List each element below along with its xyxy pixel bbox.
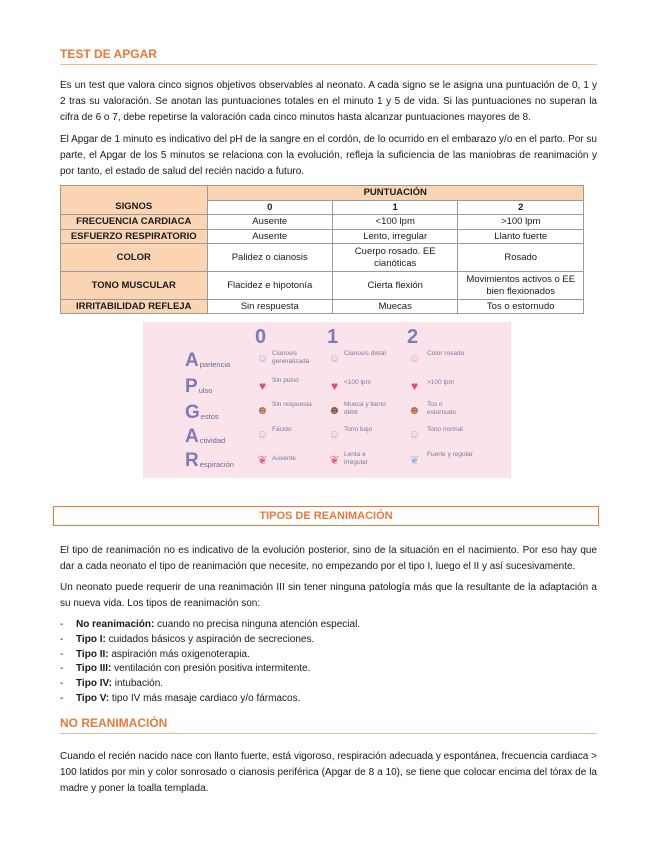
illustration-cell: Tono bajo <box>344 426 373 433</box>
table-cell: Palidez o cianosis <box>207 244 332 272</box>
table-sign: ESFUERZO RESPIRATORIO <box>61 230 208 244</box>
table-sign: IRRITABILIDAD REFLEJA <box>61 300 208 314</box>
list-item-label: Tipo II: <box>76 648 109 660</box>
illustration-letter: P <box>185 376 198 397</box>
table-cell: Tos o estornudo <box>458 300 584 314</box>
list-item-text: cuando no precisa ninguna atención especial. <box>154 619 361 630</box>
illustration-row <box>185 404 219 422</box>
reanimacion-paragraph-1: El tipo de reanimación no es indicativo de la evolución posterior, sino de la situación en el nacimiento. Por eso hay que dar a cada neonato el tipo de reanimación que necesite, no empezando por el tipo I, luego el II y así sucesivamente. <box>60 545 597 572</box>
illustration-score-1: 1 <box>327 326 339 348</box>
list-item-text: tipo IV más masaje cardiaco y/o fármacos. <box>109 692 301 704</box>
table-cell: Ausente <box>207 230 332 244</box>
apgar-illustration <box>143 322 511 478</box>
illustration-row <box>185 452 234 470</box>
apgar-intro-paragraph: Es un test que valora cinco signos objetivos observables al neonato. A cada signo se le asigna una puntuación de 0, 1 y 2 tras su valoración. Se anotan las puntuaciones totales en el minuto 1 y 5 de vida. Si las puntuaciones no superan la cifra de 6 o 7, debe repetirse la valoración cada cinco minutos hasta alcanzar puntuaciones mayores de 8. <box>60 80 597 123</box>
table-cell: <100 lpm <box>332 215 457 230</box>
illustration-word: pariencia <box>199 360 231 369</box>
table-cell: Rosado <box>458 244 584 272</box>
list-item-label: Tipo I: <box>76 633 106 645</box>
illustration-cell: Cianosis generalizada <box>272 350 310 365</box>
table-cell: Ausente <box>207 215 332 230</box>
illustration-cell: Sin pulso <box>272 377 299 384</box>
table-cell: Flacidez e hipotonía <box>207 272 332 300</box>
lungs-icon: ❦ <box>257 452 268 467</box>
baby-distal-icon: ☺ <box>328 350 341 365</box>
list-item <box>60 618 597 633</box>
illustration-cell: Cianosis distal <box>344 350 386 357</box>
reanimacion-types-list <box>60 618 597 707</box>
table-cell: Lento, irregular <box>332 230 457 244</box>
baby-cyanotic-icon: ☺ <box>256 350 269 365</box>
illustration-score-2: 2 <box>407 326 419 348</box>
illustration-letter: G <box>185 402 200 423</box>
section-divider <box>60 733 597 734</box>
illustration-row <box>185 352 230 370</box>
lungs-icon: ❦ <box>329 452 340 467</box>
illustration-cell: Sin respuesta <box>272 401 312 408</box>
illustration-word: ctividad <box>199 436 226 445</box>
list-item-text: intubación. <box>111 678 164 690</box>
illustration-letter: A <box>185 350 199 371</box>
table-sign: COLOR <box>61 244 208 272</box>
section-title-no-reanimacion: NO REANIMACIÓN <box>60 716 168 730</box>
illustration-cell: Tono normal <box>427 426 463 433</box>
illustration-cell: Ausente <box>272 455 296 462</box>
list-item-text: aspiración más oxigenoterapia. <box>108 648 250 660</box>
table-cell: Llanto fuerte <box>458 230 584 244</box>
table-cell: Cuerpo rosado. EE cianóticas <box>332 244 457 272</box>
illustration-row <box>185 428 225 446</box>
table-row <box>61 300 584 314</box>
table-row <box>61 272 584 300</box>
list-item <box>60 692 597 707</box>
baby-low-tone-icon: ☺ <box>328 426 341 441</box>
apgar-table <box>60 185 584 314</box>
illustration-row <box>185 378 212 396</box>
table-cell: Movimientos activos o EE bien flexionados <box>458 272 584 300</box>
section-title-apgar: TEST DE APGAR <box>60 47 157 61</box>
table-score-0: 0 <box>207 201 332 215</box>
no-reanimacion-paragraph: Cuando el recién nacido nace con llanto fuerte, está vigoroso, respiración adecuada y espontánea, frecuencia cardiaca > 100 latidos por min y color sonrosado o cianosis periférica (Apgar de 8 a 10), se tiene que colocar encima del tórax de la madre y poner la toalla templada. <box>60 751 597 794</box>
illustration-letter: R <box>185 450 199 471</box>
illustration-cell: Lenta e irregular <box>344 451 368 466</box>
list-item-text: ventilación con presión positiva intermitente. <box>111 663 311 675</box>
table-row <box>61 244 584 272</box>
baby-face-icon: ☻ <box>256 402 269 417</box>
illustration-cell: Fuerte y regular <box>427 451 473 458</box>
baby-crying-icon: ☻ <box>328 402 341 417</box>
table-row <box>61 215 584 230</box>
illustration-cell: >100 lpm <box>427 379 454 386</box>
section-divider <box>60 64 597 65</box>
baby-pink-icon: ☺ <box>408 350 421 365</box>
table-cell: Sin respuesta <box>207 300 332 314</box>
illustration-word: espiración <box>199 460 234 469</box>
list-item-label: Tipo IV: <box>76 678 112 690</box>
list-item-text: cuidados básicos y aspiración de secreciones. <box>105 633 315 645</box>
table-sign: TONO MUSCULAR <box>61 272 208 300</box>
reanimacion-paragraph-2: Un neonato puede requerir de una reanimación III sin tener ninguna patología más que la resultante de la adaptación a su nueva vida. Los tipos de reanimación son: <box>60 582 597 609</box>
table-score-2: 2 <box>458 201 584 215</box>
list-item <box>60 648 597 663</box>
heart-icon: ♥ <box>330 378 339 393</box>
list-item <box>60 633 597 648</box>
illustration-cell: Fácido <box>272 426 292 433</box>
illustration-cell: Mueca y llanto débil <box>344 401 386 416</box>
illustration-cell: Tos o estornudo <box>427 401 456 416</box>
table-sign: FRECUENCIA CARDIACA <box>61 215 208 230</box>
list-item-label: No reanimación: <box>76 619 155 630</box>
illustration-letter: A <box>185 426 199 447</box>
table-header-signos: SIGNOS <box>61 186 208 215</box>
table-score-1: 1 <box>332 201 457 215</box>
table-cell: Muecas <box>332 300 457 314</box>
list-item <box>60 662 597 677</box>
apgar-minutes-paragraph: El Apgar de 1 minuto es indicativo del pH de la sangre en el cordón, de lo ocurrido en el embarazo y/o en el parto. Por su parte, el Apgar de los 5 minutos se relaciona con la evolución, refleja la suficiencia de las maniobras de reanimación y por tanto, el estado de salud del recién nacido a futuro. <box>60 134 597 177</box>
baby-limp-icon: ☺ <box>256 426 269 441</box>
list-item <box>60 677 597 692</box>
illustration-word: estos <box>200 412 219 421</box>
illustration-word: ulso <box>198 386 213 395</box>
heart-icon: ♥ <box>258 378 267 393</box>
illustration-cell: Color rosado <box>427 350 465 357</box>
table-cell: >100 lpm <box>458 215 584 230</box>
list-item-label: Tipo V: <box>76 692 110 704</box>
illustration-score-0: 0 <box>255 326 267 348</box>
table-header-puntuacion: PUNTUACIÓN <box>207 186 583 201</box>
illustration-cell: <100 lpm <box>344 379 371 386</box>
section-title-reanimacion: TIPOS DE REANIMACIÓN <box>53 506 599 526</box>
lungs-icon: ❦ <box>409 452 420 467</box>
baby-active-icon: ☺ <box>408 426 421 441</box>
heart-icon: ♥ <box>410 378 419 393</box>
baby-sneeze-icon: ☻ <box>408 402 421 417</box>
list-item-label: Tipo III: <box>76 663 112 675</box>
table-cell: Cierta flexión <box>332 272 457 300</box>
table-row <box>61 230 584 244</box>
